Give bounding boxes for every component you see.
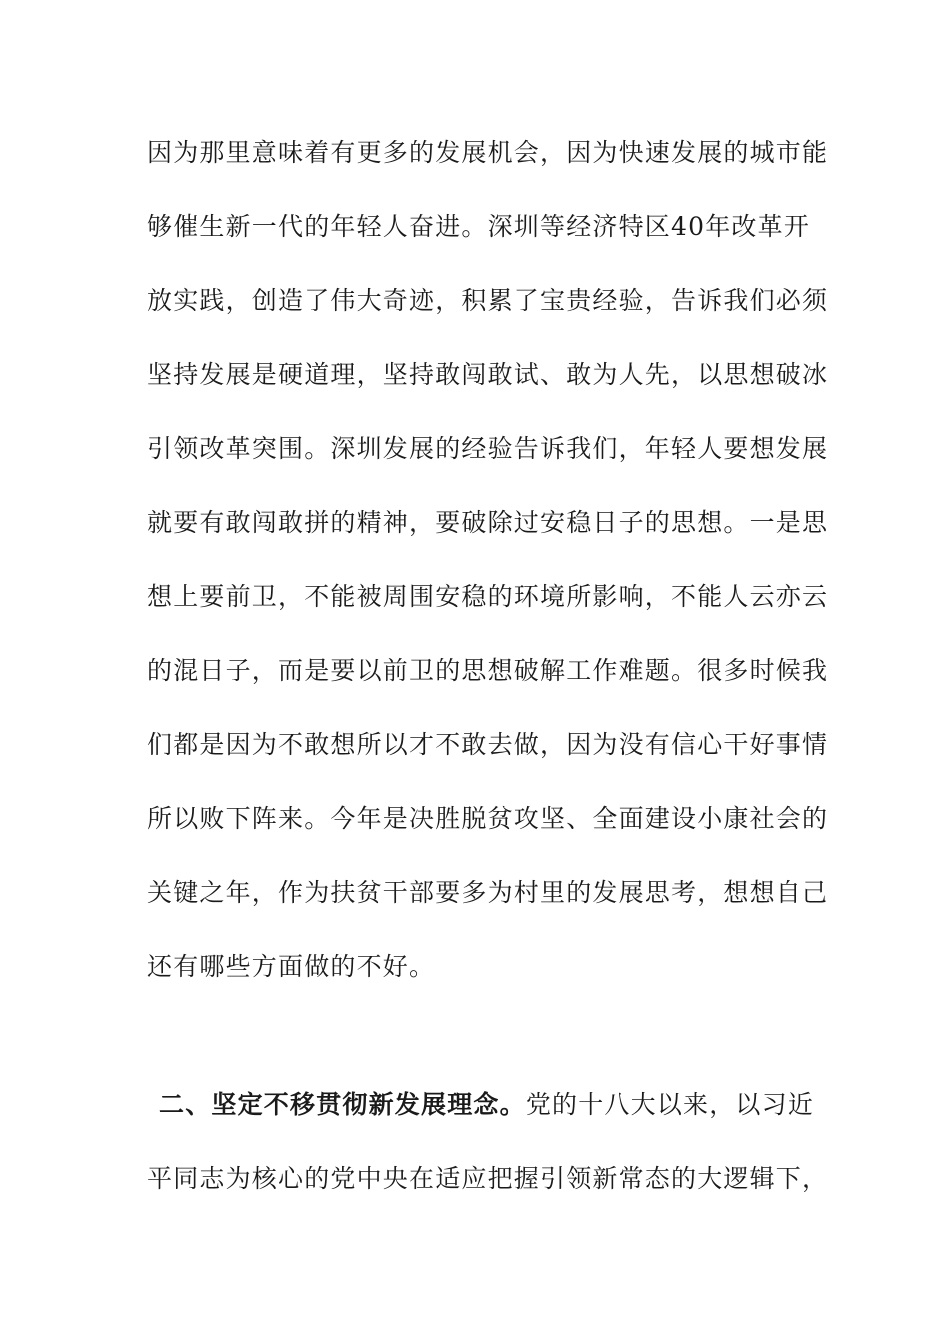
paragraph-line: 坚持发展是硬道理，坚持敢闯敢试、敢为人先，以思想破冰: [147, 360, 829, 389]
paragraph-line: 还有哪些方面做的不好。: [147, 952, 436, 981]
section-heading-continuation: 党的十八大以来，以习近: [525, 1090, 815, 1119]
paragraph-line: 就要有敢闯敢拼的精神，要破除过安稳日子的思想。一是思: [147, 508, 829, 537]
paragraph-line: 的混日子，而是要以前卫的思想破解工作难题。很多时候我: [147, 656, 829, 685]
paragraph-line: 们都是因为不敢想所以才不敢去做，因为没有信心干好事情: [147, 730, 829, 759]
paragraph-line: 想上要前卫，不能被周围安稳的环境所影响，不能人云亦云: [147, 582, 829, 611]
section-heading: 二、坚定不移贯彻新发展理念。: [159, 1090, 526, 1119]
paragraph-line: 放实践，创造了伟大奇迹，积累了宝贵经验，告诉我们必须: [147, 286, 829, 315]
paragraph-line: 引领改革突围。深圳发展的经验告诉我们，年轻人要想发展: [147, 434, 829, 463]
paragraph-line: 平同志为核心的党中央在适应把握引领新常态的大逻辑下，: [147, 1164, 829, 1193]
paragraph-line: 够催生新一代的年轻人奋进。深圳等经济特区40年改革开: [147, 212, 811, 241]
section-heading-line: [159, 1090, 815, 1120]
paragraph-line: 关键之年，作为扶贫干部要多为村里的发展思考，想想自己: [147, 878, 829, 907]
paragraph-line: 因为那里意味着有更多的发展机会，因为快速发展的城市能: [147, 138, 829, 167]
paragraph-line: 所以败下阵来。今年是决胜脱贫攻坚、全面建设小康社会的: [147, 804, 829, 833]
